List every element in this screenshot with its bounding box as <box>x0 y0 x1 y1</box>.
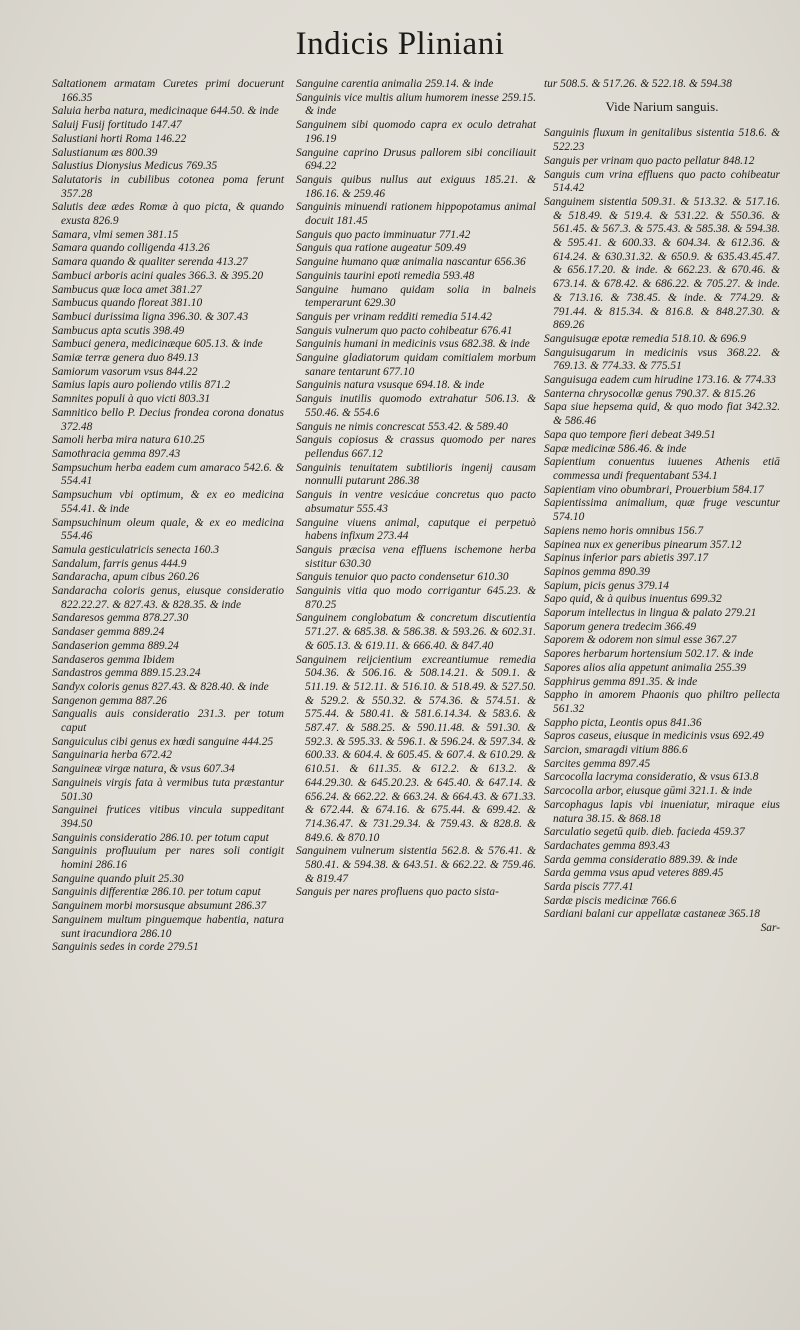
index-entry: Samnitico bello P. Decius frondea corona donatus 372.48 <box>52 406 284 433</box>
index-entry: Sanguinis vice multis alium humorem inesse 259.15. & inde <box>296 91 536 118</box>
index-entry: Sanguisugarum in medicinis vsus 368.22. & 769.13. & 774.33. & 775.51 <box>544 346 780 373</box>
index-entry: Samiæ terræ genera duo 849.13 <box>52 352 199 365</box>
index-entry: Sanguis vulnerum quo pacto cohibeatur 676.41 <box>296 324 513 337</box>
index-entry: Sanguine humano quidam solia in balneis temperarunt 629.30 <box>296 283 536 310</box>
index-entry: Sanguinis vitia quo modo corrigantur 645.23. & 870.25 <box>296 585 536 611</box>
index-entry: Sapo quid, & à quibus inuentus 699.32 <box>544 593 722 606</box>
index-entry: Sanguis præcisa vena effluens ischemone herba sistitur 630.30 <box>296 543 536 570</box>
index-entry: Santerna chrysocollæ genus 790.37. & 815.26 <box>544 387 756 400</box>
index-entry: Sapinea nux ex generibus pinearum 357.12 <box>544 538 742 551</box>
index-entry: Sanguine gladiatorum quidam comitialem morbum sanare tentarunt 677.10 <box>296 352 536 378</box>
index-entry: Sapa siue hepsema quid, & quo modo fiat 342.32. & 586.46 <box>544 401 780 428</box>
index-entry: Sarcophagus lapis vbi inueniatur, miraque eius natura 38.15. & 868.18 <box>544 798 780 825</box>
index-entry: Sanguisugæ epotæ remedia 518.10. & 696.9 <box>544 332 747 345</box>
index-entry: Sapiens nemo horis omnibus 156.7 <box>544 524 704 537</box>
index-entry: Sapros caseus, eiusque in medicinis vsus 692.49 <box>544 730 764 743</box>
index-entry: Sanguis per nares profluens quo pacto sista- <box>296 886 499 899</box>
index-entry: Sangualis auis consideratio 231.3. per totum caput <box>52 708 284 735</box>
index-entry: Sapientissima animalium, quæ fruge vescuntur 574.10 <box>544 497 780 524</box>
index-entry: Salustiani horti Roma 146.22 <box>52 132 187 145</box>
index-entry: Sambucus quando floreat 381.10 <box>52 297 203 310</box>
index-entry: Samara quando & qualiter serenda 413.27 <box>52 256 248 269</box>
index-entry: Sanguine humano quæ animalia nascantur 656.36 <box>296 256 526 269</box>
index-entry: Sappho in amorem Phaonis quo philtro pellecta 561.32 <box>544 689 780 715</box>
index-entry: Samothracia gemma 897.43 <box>52 447 181 460</box>
index-entry: Sanguis per vrinam redditi remedia 514.42 <box>296 310 492 323</box>
index-entry: Sanguis cum vrina effluens quo pacto cohibeatur 514.42 <box>544 168 780 195</box>
index-entry: Sapæ medicinæ 586.46. & inde <box>544 442 687 455</box>
index-entry: Sanguinem conglobatum & concretum discutientia 571.27. & 685.38. & 586.38. & 593.26. & 602.31. & 605.13. & 619.11. & 666.40. & 847.40 <box>296 612 536 652</box>
index-entry: Sanguinaria herba 672.42 <box>52 749 172 762</box>
index-entry: Sanguinis fluxum in genitalibus sistentia 518.6. & 522.23 <box>544 127 780 154</box>
index-entry: Sanguinei frutices vitibus vincula suppeditant 394.50 <box>52 804 284 830</box>
index-entry: tur 508.5. & 517.26. & 522.18. & 594.38 <box>544 78 732 90</box>
index-entry: Sanguis quo pacto imminuatur 771.42 <box>296 228 471 241</box>
index-entry: Sanguinem vulnerum sistentia 562.8. & 576.41. & 580.41. & 594.38. & 643.51. & 662.22. & 759.46. & 819.47 <box>296 845 536 885</box>
index-entry: Sanguis in ventre vesicáue concretus quo pacto absumatur 555.43 <box>296 489 536 515</box>
index-entry: Sanguinis humani in medicinis vsus 682.38. & inde <box>296 338 530 351</box>
index-entry: Sanguiculus cibi genus ex hœdi sanguine 444.25 <box>52 735 274 748</box>
index-entry: Samara quando colligenda 413.26 <box>52 242 210 255</box>
index-entry: Sandaseros gemma Ibidem <box>52 653 175 666</box>
index-entry: Sanguinis taurini epoti remedia 593.48 <box>296 269 475 282</box>
index-entry: Sanguinis minuendi rationem hippopotamus animal docuit 181.45 <box>296 201 536 228</box>
index-entry: Sambuci arboris acini quales 366.3. & 395.20 <box>52 269 264 282</box>
index-entry: Sanguineis virgis fata à vermibus tuta præstantur 501.30 <box>52 776 284 803</box>
index-entry: Sapores herbarum hortensium 502.17. & inde <box>544 648 754 661</box>
index-entry: Sanguinem morbi morsusque absumunt 286.37 <box>52 900 267 913</box>
index-entry: Sapientium conuentus iuuenes Athenis etiā commessa undi frequentabant 534.1 <box>544 456 780 482</box>
index-entry: Sanguinem reijcientium excreantiumue remedia 504.36. & 506.16. & 508.14.21. & 509.1. & 511.19. & 512.11. & 516.10. & 518.49. & 527.50. & 529.2. & 550.32. & 574.36. & 574.51. & 575.44. & 580.41. & 581.6.14.34. & 583.6. & 587.47. & 588.25. & 590.11.48. & 591.30. & 592.3. & 595.33. & 596.1. & 596.24. & 597.34. & 600.33. & 604.4. & 605.45. & 607.4. & 610.29. & 610.51. & 611.35. & 612.2. & 613.2. & 644.29.30. & 645.20.23. & 645.40. & 647.14. & 656.24. & 662.22. & 663.24. & 664.43. & 671.33. & 672.44. & 674.16. & 675.44. & 699.42. & 714.36.47. & 731.29.34. & 759.43. & 828.8. & 849.6. & 870.10 <box>296 653 536 844</box>
index-entry: Sarcites gemma 897.45 <box>544 757 651 770</box>
index-entry: Sanguis quibus nullus aut exiguus 185.21. & 186.16. & 259.46 <box>296 173 536 200</box>
index-entry: Samoli herba mira natura 610.25 <box>52 434 205 447</box>
index-column-3 <box>544 78 780 936</box>
index-entry: Saluia herba natura, medicinaque 644.50. & inde <box>52 105 279 118</box>
index-entry: Sarda gemma vsus apud veteres 889.45 <box>544 867 724 880</box>
index-entry: Sandastros gemma 889.15.23.24 <box>52 667 201 680</box>
index-entry: Sandaresos gemma 878.27.30 <box>52 612 189 625</box>
index-entry: Sampsuchum vbi optimum, & ex eo medicina 554.41. & inde <box>52 489 284 515</box>
index-entry: Sandalum, farris genus 444.9 <box>52 557 187 570</box>
index-entry: Sanguis tenuior quo pacto condensetur 610.30 <box>296 571 509 584</box>
index-entry: Sanguinis sedes in corde 279.51 <box>52 941 199 954</box>
index-entry: Sanguineæ virgæ natura, & vsus 607.34 <box>52 763 235 776</box>
index-entry: Sangenon gemma 887.26 <box>52 694 167 707</box>
index-entry: Saporem & odorem non simul esse 367.27 <box>544 634 737 647</box>
index-entry: Salutatoris in cubilibus cotonea poma ferunt 357.28 <box>52 173 284 200</box>
index-entry: Sanguinis differentiæ 286.10. per totum caput <box>52 886 261 899</box>
index-entry: Sarda gemma consideratio 889.39. & inde <box>544 853 738 866</box>
index-entry: Sandaracha, apum cibus 260.26 <box>52 571 200 584</box>
index-entry: Samara, vlmi semen 381.15 <box>52 228 179 241</box>
index-entry: Sarcion, smaragdi vitium 886.6 <box>544 744 688 757</box>
index-entry: Sandaser gemma 889.24 <box>52 626 165 639</box>
index-entry: Sapinus inferior pars abietis 397.17 <box>544 552 709 565</box>
index-entry: Saporum intellectus in lingua & palato 279.21 <box>544 607 757 620</box>
index-column-2 <box>296 78 536 900</box>
index-entry: Sanguisuga eadem cum hirudine 173.16. & 774.33 <box>544 374 776 387</box>
index-entry: Sanguine carentia animalia 259.14. & inde <box>296 78 494 90</box>
index-entry: Salustianum æs 800.39 <box>52 146 158 159</box>
index-entry: Sambucus quæ loca amet 381.27 <box>52 283 202 296</box>
index-entry: Sar- <box>760 922 780 935</box>
index-entry: Saluij Fusij fortitudo 147.47 <box>52 119 182 132</box>
index-entry: Sambucus apta scutis 398.49 <box>52 324 185 337</box>
index-entry: Sapphirus gemma 891.35. & inde <box>544 675 698 688</box>
index-entry: Saltationem armatam Curetes primi docuerunt 166.35 <box>52 78 284 104</box>
index-entry: Sandyx coloris genus 827.43. & 828.40. & inde <box>52 680 269 693</box>
index-entry: Samula gesticulatricis senecta 160.3 <box>52 543 220 556</box>
index-entry: Sambuci durissima ligna 396.30. & 307.43 <box>52 310 249 323</box>
index-entry: Samius lapis auro poliendo vtilis 871.2 <box>52 379 231 392</box>
index-entry: Sapium, picis genus 379.14 <box>544 579 669 592</box>
index-entry: Samnites populi à quo victi 803.31 <box>52 393 211 406</box>
page-title: Indicis Pliniani <box>295 26 505 62</box>
index-entry: Sapores alios alia appetunt animalia 255.39 <box>544 661 747 674</box>
index-entry: Sapientiam vino obumbrari, Prouerbium 584.17 <box>544 483 764 496</box>
index-entry: Salustius Dionysius Medicus 769.35 <box>52 160 218 173</box>
index-entry: Saporum genera tredecim 366.49 <box>544 620 697 633</box>
index-entry: Sardæ piscis medicinæ 766.6 <box>544 894 677 907</box>
index-entry: Sarculatio segetū quib. dieb. facieda 459.37 <box>544 826 745 839</box>
index-entry: Sambuci genera, medicinæque 605.13. & inde <box>52 338 263 351</box>
index-entry: Sanguinis consideratio 286.10. per totum caput <box>52 831 269 844</box>
index-entry: Vide Narium sanguis. <box>605 98 719 114</box>
index-entry: Salutis deæ ædes Romæ à quo picta, & quando exusta 826.9 <box>52 201 284 228</box>
index-entry: Sappho picta, Leontis opus 841.36 <box>544 716 702 729</box>
index-entry: Sarcocolla lacryma consideratio, & vsus 613.8 <box>544 771 759 784</box>
index-entry: Sanguinis tenuitatem subtilioris ingenij causam nonnulli putarunt 286.38 <box>296 461 536 488</box>
index-entry: Sanguis ne nimis concrescat 553.42. & 589.40 <box>296 420 508 433</box>
index-entry: Sanguinis profluuium per nares soli contigit homini 286.16 <box>52 845 284 872</box>
index-entry: Sapa quo tempore fieri debeat 349.51 <box>544 428 716 441</box>
index-entry: Sanguis inutilis quomodo extrahatur 506.13. & 550.46. & 554.6 <box>296 393 536 419</box>
index-entry: Sanguine quando pluit 25.30 <box>52 872 184 885</box>
index-entry: Sandaracha coloris genus, eiusque consideratio 822.22.27. & 827.43. & 828.35. & inde <box>52 585 284 611</box>
index-entry: Sanguine caprino Drusus pallorem sibi conciliauit 694.22 <box>296 146 536 173</box>
index-entry: Sanguis qua ratione augeatur 509.49 <box>296 242 466 255</box>
index-entry: Sanguinem sistentia 509.31. & 513.32. & 517.16. & 518.49. & 519.4. & 531.22. & 550.36. & 561.45. & 567.3. & 575.43. & 585.38. & 594.38. & 595.41. & 600.33. & 604.34. & 612.36. & 614.24. & 630.31.32. & 650.9. & 635.43.45.47. & 656.17.20. & inde. & 662.23. & 670.46. & 673.14. & 678.42. & 686.22. & 705.27. & inde. & 713.16. & 738.45. & inde. & 774.29. & 791.44. & 815.34. & 816.8. & 848.27.30. & 869.26 <box>544 195 780 332</box>
index-entry: Sapinos gemma 890.39 <box>544 565 650 578</box>
index-entry: Sanguis copiosus & crassus quomodo per nares pellendus 667.12 <box>296 434 536 460</box>
index-entry: Sardachates gemma 893.43 <box>544 839 670 852</box>
index-entry: Sanguine viuens animal, caputque ei perpetuò habens infixum 273.44 <box>296 516 536 543</box>
index-entry: Sanguinis natura vsusque 694.18. & inde <box>296 379 485 392</box>
index-entry: Sarda piscis 777.41 <box>544 881 634 894</box>
index-entry: Sandaserion gemma 889.24 <box>52 639 179 652</box>
index-entry: Sarcocolla arbor, eiusque gūmi 321.1. & inde <box>544 785 753 798</box>
index-column-1 <box>52 78 284 955</box>
index-entry: Sanguinem sibi quomodo capra ex oculo detrahat 196.19 <box>296 119 536 145</box>
index-entry: Sampsuchinum oleum quale, & ex eo medicina 554.46 <box>52 516 284 543</box>
index-entry: Sanguis per vrinam quo pacto pellatur 848.12 <box>544 154 755 167</box>
index-entry: Sampsuchum herba eadem cum amaraco 542.6. & 554.41 <box>52 461 284 488</box>
index-entry: Samiorum vasorum vsus 844.22 <box>52 365 198 378</box>
index-entry: Sardiani balani cur appellatæ castaneæ 365.18 <box>544 908 760 921</box>
index-entry: Sanguinem multum pinguemque habentia, natura sunt iracundiora 286.10 <box>52 913 284 940</box>
